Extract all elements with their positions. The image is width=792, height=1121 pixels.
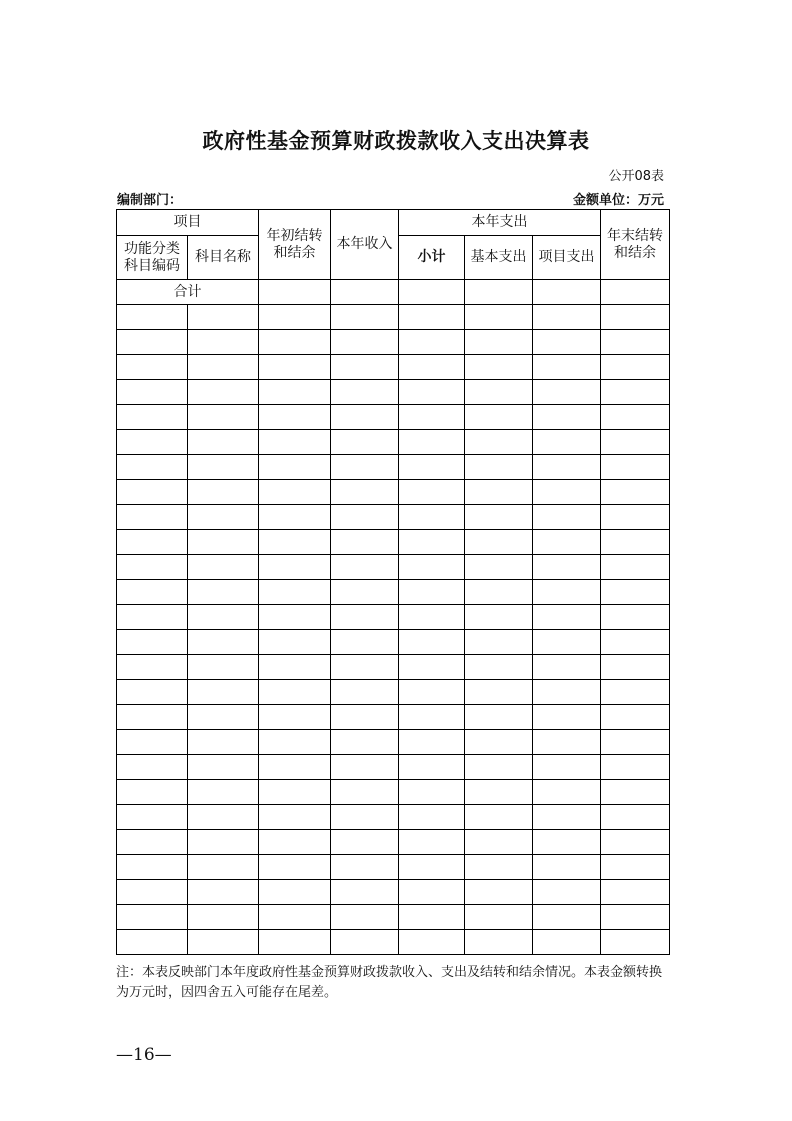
table-cell [117,480,188,505]
table-cell [188,530,259,555]
table-row [117,480,670,505]
table-row [117,605,670,630]
table-cell [399,730,465,755]
table-row [117,305,670,330]
table-cell [399,830,465,855]
table-cell [465,555,533,580]
table-cell [331,880,399,905]
table-row [117,855,670,880]
table-row [117,380,670,405]
table-cell [259,580,331,605]
table-cell [117,330,188,355]
header-project-exp: 项目支出 [533,236,601,280]
table-cell [259,505,331,530]
table-cell [188,505,259,530]
table-cell [399,405,465,430]
table-cell [533,630,601,655]
table-cell [331,305,399,330]
table-cell [331,705,399,730]
table-cell [188,905,259,930]
table-cell [399,655,465,680]
table-cell [399,355,465,380]
table-cell [465,880,533,905]
table-cell [117,680,188,705]
table-cell [117,855,188,880]
table-cell [533,305,601,330]
table-cell [331,805,399,830]
table-cell [601,855,670,880]
table-row [117,905,670,930]
table-cell [259,330,331,355]
table-cell [465,380,533,405]
table-cell [259,680,331,705]
table-cell [465,305,533,330]
table-row [117,780,670,805]
table-cell [399,630,465,655]
table-cell [331,780,399,805]
table-cell [399,880,465,905]
total-label: 合计 [117,280,259,305]
table-cell [117,430,188,455]
table-cell [259,730,331,755]
table-cell [188,705,259,730]
table-cell [188,755,259,780]
table-cell [465,730,533,755]
table-cell [331,630,399,655]
table-cell [533,605,601,630]
table-cell [533,680,601,705]
table-cell [117,655,188,680]
table-cell [259,805,331,830]
table-cell [533,505,601,530]
table-cell [117,455,188,480]
table-cell [399,930,465,955]
table-cell [601,355,670,380]
table-cell [465,705,533,730]
table-row [117,580,670,605]
table-cell [601,305,670,330]
table-cell [331,455,399,480]
table-cell [533,405,601,430]
table-cell [465,480,533,505]
table-cell [259,480,331,505]
table-cell [399,455,465,480]
table-cell [188,655,259,680]
header-end-balance: 年末结转和结余 [601,210,670,280]
table-row [117,730,670,755]
table-cell [601,505,670,530]
table-cell [331,380,399,405]
table-cell [399,330,465,355]
table-cell [601,755,670,780]
table-cell [331,830,399,855]
table-row [117,705,670,730]
table-cell [601,430,670,455]
table-cell [601,405,670,430]
table-cell [117,305,188,330]
table-cell [399,705,465,730]
table-cell [259,655,331,680]
table-cell [259,755,331,780]
table-cell [331,655,399,680]
header-row-1 [117,210,670,236]
table-cell [188,730,259,755]
table-cell [117,630,188,655]
table-cell [259,305,331,330]
table-cell [399,680,465,705]
table-cell [533,880,601,905]
table-cell [117,530,188,555]
table-cell [465,605,533,630]
table-cell [331,755,399,780]
table-cell [465,355,533,380]
table-cell [533,580,601,605]
total-row [117,280,670,305]
table-cell [601,455,670,480]
table-cell [465,830,533,855]
table-cell [331,330,399,355]
table-cell [465,430,533,455]
table-cell [465,780,533,805]
table-cell [399,905,465,930]
table-cell [601,880,670,905]
table-cell [259,905,331,930]
table-cell [188,780,259,805]
table-cell [259,630,331,655]
table-cell [399,555,465,580]
table-cell [117,930,188,955]
header-basic: 基本支出 [465,236,533,280]
table-row [117,455,670,480]
table-cell [188,805,259,830]
table-cell [117,730,188,755]
header-begin-balance: 年初结转和结余 [259,210,331,280]
table-cell [117,905,188,930]
table-cell [533,930,601,955]
table-cell [259,555,331,580]
table-cell [465,330,533,355]
table-row [117,555,670,580]
page-number: —16— [116,1045,172,1065]
table-cell [188,430,259,455]
table-cell [465,855,533,880]
table-cell [399,530,465,555]
table-cell [465,680,533,705]
table-cell [259,405,331,430]
table-cell [533,330,601,355]
table-cell [117,830,188,855]
table-cell [259,705,331,730]
table-cell [465,930,533,955]
table-cell [601,480,670,505]
table-cell [188,930,259,955]
table-cell [533,480,601,505]
table-cell [331,405,399,430]
table-cell [399,805,465,830]
table-cell [533,530,601,555]
table-cell [601,380,670,405]
table-cell [188,630,259,655]
table-cell [399,580,465,605]
table-cell [399,505,465,530]
table-cell [533,805,601,830]
table-cell [331,505,399,530]
table-cell [601,580,670,605]
table-cell [465,805,533,830]
table-cell [259,355,331,380]
table-cell [188,455,259,480]
footnote: 注：本表反映部门本年度政府性基金预算财政拨款收入、支出及结转和结余情况。本表金额转换为万元时，因四舍五入可能存在尾差。 [116,965,663,1000]
table-cell [188,580,259,605]
header-expense: 本年支出 [399,210,601,236]
table-cell [331,355,399,380]
table-cell [117,355,188,380]
table-cell [259,830,331,855]
table-cell [259,880,331,905]
table-cell [188,330,259,355]
budget-table [116,209,670,955]
table-cell [188,480,259,505]
table-cell [117,605,188,630]
table-cell [399,430,465,455]
table-cell [533,430,601,455]
table-cell [188,680,259,705]
table-cell [331,905,399,930]
table-cell [331,605,399,630]
table-cell [259,455,331,480]
form-code: 公开08表 [608,169,664,184]
table-cell [465,905,533,930]
table-cell [533,855,601,880]
table-cell [465,755,533,780]
table-cell [399,780,465,805]
table-cell [601,680,670,705]
table-row [117,655,670,680]
table-cell [188,355,259,380]
table-cell [399,305,465,330]
table-cell [465,630,533,655]
table-cell [399,855,465,880]
table-cell [259,780,331,805]
table-cell [399,380,465,405]
table-cell [331,430,399,455]
table-cell [601,330,670,355]
table-row [117,530,670,555]
table-row [117,680,670,705]
table-cell [188,380,259,405]
table-cell [188,555,259,580]
table-row [117,755,670,780]
table-cell [601,530,670,555]
table-cell [117,805,188,830]
table-cell [259,855,331,880]
table-cell [117,705,188,730]
table-row [117,330,670,355]
table-cell [331,680,399,705]
table-cell [331,480,399,505]
table-cell [465,405,533,430]
table-cell [465,655,533,680]
header-income: 本年收入 [331,210,399,280]
table-row [117,930,670,955]
header-project: 项目 [117,210,259,236]
table-cell [117,780,188,805]
table-cell [601,555,670,580]
header-func-code: 功能分类科目编码 [117,236,188,280]
table-cell [117,405,188,430]
table-cell [601,905,670,930]
table-cell [601,630,670,655]
table-cell [117,580,188,605]
header-subtotal: 小计 [399,236,465,280]
table-cell [399,755,465,780]
table-cell [533,755,601,780]
table-cell [188,830,259,855]
table-cell [117,555,188,580]
table-cell [465,530,533,555]
table-cell [188,405,259,430]
table-row [117,880,670,905]
table-cell [533,730,601,755]
table-cell [188,605,259,630]
table-cell [331,555,399,580]
table-row [117,505,670,530]
table-row [117,405,670,430]
table-cell [259,380,331,405]
table-cell [601,655,670,680]
table-cell [533,355,601,380]
table-cell [331,580,399,605]
table-cell [533,555,601,580]
table-row [117,630,670,655]
table-cell [465,455,533,480]
table-cell [533,455,601,480]
table-cell [331,730,399,755]
table-cell [533,780,601,805]
table-cell [601,830,670,855]
table-row [117,830,670,855]
table-cell [259,430,331,455]
table-cell [465,505,533,530]
table-cell [117,380,188,405]
table-cell [117,880,188,905]
table-cell [188,305,259,330]
table-cell [259,530,331,555]
table-cell [533,655,601,680]
table-cell [399,605,465,630]
table-cell [533,380,601,405]
header-subject-name: 科目名称 [188,236,259,280]
table-cell [188,855,259,880]
table-cell [601,605,670,630]
table-cell [601,730,670,755]
table-cell [601,780,670,805]
table-cell [331,855,399,880]
table-cell [117,505,188,530]
table-cell [259,605,331,630]
table-cell [259,930,331,955]
table-cell [533,705,601,730]
page-title: 政府性基金预算财政拨款收入支出决算表 [202,129,590,153]
table-row [117,805,670,830]
table-cell [399,480,465,505]
table-cell [533,830,601,855]
table-row [117,355,670,380]
table-cell [465,580,533,605]
table-cell [331,930,399,955]
department-label: 编制部门： [117,193,183,208]
table-row [117,430,670,455]
table-cell [601,930,670,955]
table-cell [117,755,188,780]
table-cell [331,530,399,555]
table-cell [533,905,601,930]
table-cell [188,880,259,905]
table-cell [601,805,670,830]
unit-label: 金额单位：万元 [572,193,664,208]
table-cell [601,705,670,730]
